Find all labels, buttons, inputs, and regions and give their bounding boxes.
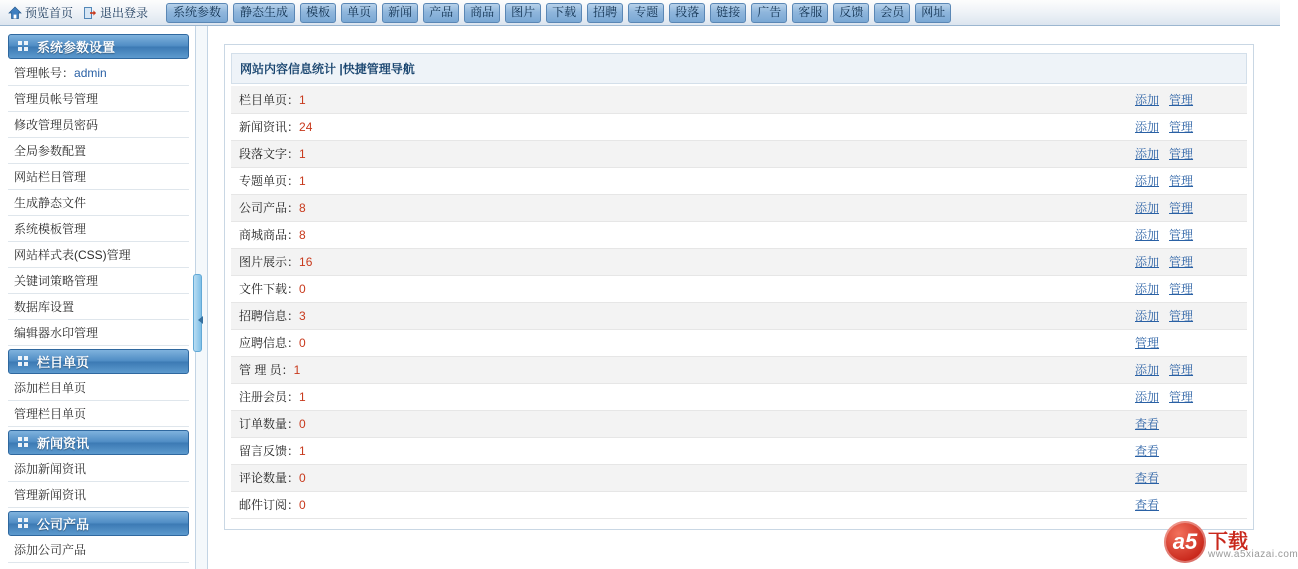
table-row bbox=[231, 410, 1247, 437]
row-actions bbox=[1127, 302, 1247, 329]
row-count: 1 bbox=[299, 147, 306, 161]
table-row bbox=[231, 194, 1247, 221]
sidebar-item-admin-manage[interactable]: 管理员帐号管理 bbox=[8, 86, 189, 112]
grid-icon bbox=[18, 518, 30, 530]
chevron-left-icon bbox=[198, 316, 203, 324]
sidebar-item-manage-news[interactable]: 管理新闻资讯 bbox=[8, 482, 189, 508]
sidebar-item-change-pwd[interactable]: 修改管理员密码 bbox=[8, 112, 189, 138]
row-label bbox=[231, 464, 1127, 491]
row-count: 0 bbox=[299, 282, 306, 296]
row-label-text: 留言反馈： bbox=[239, 444, 300, 458]
tab-goods[interactable]: 商品 bbox=[464, 3, 500, 23]
card-title: 网站内容信息统计 |快捷管理导航 bbox=[231, 53, 1247, 84]
row-count: 24 bbox=[299, 120, 313, 134]
sidebar-section-products bbox=[8, 511, 189, 536]
add-link[interactable]: 添加 bbox=[1135, 390, 1160, 404]
table-row bbox=[231, 221, 1247, 248]
table-row bbox=[231, 491, 1247, 518]
row-actions bbox=[1127, 113, 1247, 140]
row-count: 8 bbox=[299, 228, 306, 242]
add-link[interactable]: 添加 bbox=[1135, 92, 1160, 107]
tab-topics[interactable]: 专题 bbox=[628, 3, 664, 23]
row-label bbox=[231, 356, 1127, 383]
collapse-handle[interactable] bbox=[193, 274, 202, 352]
row-label-text: 评论数量： bbox=[239, 471, 300, 485]
row-label-text: 文件下载： bbox=[239, 282, 300, 296]
module-tabs bbox=[166, 3, 951, 23]
row-actions bbox=[1127, 383, 1247, 410]
tab-support[interactable]: 客服 bbox=[792, 3, 828, 23]
logout-label: 退出登录 bbox=[100, 6, 149, 20]
row-label bbox=[231, 221, 1127, 248]
add-link[interactable]: 添加 bbox=[1135, 201, 1160, 215]
exit-icon bbox=[83, 6, 97, 20]
view-link[interactable]: 查看 bbox=[1135, 498, 1160, 512]
grid-icon bbox=[18, 356, 30, 368]
row-label-text: 图片展示： bbox=[239, 255, 300, 269]
row-count: 0 bbox=[299, 498, 306, 512]
row-actions bbox=[1127, 86, 1247, 113]
home-icon bbox=[8, 6, 22, 20]
row-label bbox=[231, 248, 1127, 275]
main-content bbox=[208, 26, 1280, 569]
table-row bbox=[231, 464, 1247, 491]
row-label bbox=[231, 194, 1127, 221]
top-toolbar bbox=[0, 0, 1280, 26]
row-label bbox=[231, 140, 1127, 167]
row-actions bbox=[1127, 491, 1247, 518]
row-actions bbox=[1127, 329, 1247, 356]
sidebar-section-singlepage bbox=[8, 349, 189, 374]
tab-links[interactable]: 链接 bbox=[710, 3, 746, 23]
sidebar-item-keywords[interactable]: 关键词策略管理 bbox=[8, 268, 189, 294]
manage-link[interactable]: 管理 bbox=[1169, 255, 1194, 269]
preview-home-button[interactable] bbox=[8, 4, 73, 21]
row-label bbox=[231, 86, 1127, 113]
table-row bbox=[231, 248, 1247, 275]
table-row bbox=[231, 113, 1247, 140]
manage-link[interactable]: 管理 bbox=[1169, 147, 1194, 161]
table-row bbox=[231, 167, 1247, 194]
row-count: 1 bbox=[299, 444, 306, 458]
row-label-text: 新闻资讯： bbox=[239, 120, 300, 134]
watermark-logo-icon: a5 bbox=[1164, 521, 1206, 563]
add-link[interactable]: 添加 bbox=[1135, 147, 1160, 161]
table-row bbox=[231, 275, 1247, 302]
row-label-text: 商城商品： bbox=[239, 228, 300, 242]
row-label-text: 应聘信息： bbox=[239, 336, 300, 350]
tab-static-build[interactable]: 静态生成 bbox=[233, 3, 295, 23]
sidebar-section-news bbox=[8, 430, 189, 455]
row-label bbox=[231, 329, 1127, 356]
grid-icon bbox=[18, 41, 30, 53]
sidebar-item-manage-singlepage[interactable]: 管理栏目单页 bbox=[8, 401, 189, 427]
sidebar-section-title: 公司产品 bbox=[37, 517, 90, 532]
row-count: 0 bbox=[299, 417, 306, 431]
add-link[interactable]: 添加 bbox=[1135, 174, 1160, 188]
sidebar-item-column-manage[interactable]: 网站栏目管理 bbox=[8, 164, 189, 190]
tab-system-params[interactable]: 系统参数 bbox=[166, 3, 228, 23]
tab-urls[interactable]: 网址 bbox=[915, 3, 951, 23]
grid-icon bbox=[18, 437, 30, 449]
row-label-text: 招聘信息： bbox=[239, 309, 300, 323]
row-label-text: 注册会员： bbox=[239, 390, 300, 404]
view-link[interactable]: 查看 bbox=[1135, 417, 1160, 431]
toolbar-left-group bbox=[4, 4, 156, 21]
table-row bbox=[231, 437, 1247, 464]
tab-jobs[interactable]: 招聘 bbox=[587, 3, 623, 23]
row-label bbox=[231, 491, 1127, 518]
admin-account-label: 管理帐号： bbox=[14, 66, 75, 80]
sidebar-item-add-news[interactable]: 添加新闻资讯 bbox=[8, 456, 189, 482]
preview-home-label: 预览首页 bbox=[25, 6, 74, 20]
manage-link[interactable]: 管理 bbox=[1169, 309, 1194, 323]
row-actions bbox=[1127, 167, 1247, 194]
row-label-text: 管 理 员： bbox=[239, 363, 294, 377]
row-label-text: 邮件订阅： bbox=[239, 498, 300, 512]
row-actions bbox=[1127, 221, 1247, 248]
sidebar-item-admin-account bbox=[8, 60, 189, 86]
manage-link[interactable]: 管理 bbox=[1169, 174, 1194, 188]
table-row bbox=[231, 383, 1247, 410]
watermark-text: 下载 bbox=[1208, 531, 1248, 553]
table-row bbox=[231, 86, 1247, 113]
manage-link[interactable]: 管理 bbox=[1169, 201, 1194, 215]
row-actions bbox=[1127, 410, 1247, 437]
row-label-text: 公司产品： bbox=[239, 201, 300, 215]
tab-single-page[interactable]: 单页 bbox=[341, 3, 377, 23]
manage-link[interactable]: 管理 bbox=[1169, 120, 1194, 134]
manage-link[interactable]: 管理 bbox=[1169, 390, 1194, 404]
row-count: 1 bbox=[299, 92, 306, 107]
manage-link[interactable]: 管理 bbox=[1169, 363, 1194, 377]
manage-link[interactable]: 管理 bbox=[1135, 336, 1160, 350]
tab-paragraphs[interactable]: 段落 bbox=[669, 3, 705, 23]
row-actions bbox=[1127, 194, 1247, 221]
row-actions bbox=[1127, 464, 1247, 491]
row-count: 1 bbox=[299, 390, 306, 404]
sidebar-item-template[interactable]: 系统模板管理 bbox=[8, 216, 189, 242]
row-label bbox=[231, 437, 1127, 464]
add-link[interactable]: 添加 bbox=[1135, 309, 1160, 323]
stats-table bbox=[231, 86, 1247, 519]
add-link[interactable]: 添加 bbox=[1135, 255, 1160, 269]
sidebar-item-watermark[interactable]: 编辑器水印管理 bbox=[8, 320, 189, 346]
table-row bbox=[231, 356, 1247, 383]
sidebar-item-static-build[interactable]: 生成静态文件 bbox=[8, 190, 189, 216]
row-label bbox=[231, 167, 1127, 194]
row-count: 16 bbox=[299, 255, 313, 269]
add-link[interactable]: 添加 bbox=[1135, 228, 1160, 242]
watermark-url: www.a5xiazai.com bbox=[1208, 549, 1298, 560]
tab-products[interactable]: 产品 bbox=[423, 3, 459, 23]
tab-ads[interactable]: 广告 bbox=[751, 3, 787, 23]
row-count: 0 bbox=[299, 336, 306, 350]
sidebar-item-add-product[interactable]: 添加公司产品 bbox=[8, 537, 189, 563]
add-link[interactable]: 添加 bbox=[1135, 120, 1160, 134]
row-actions bbox=[1127, 140, 1247, 167]
row-label bbox=[231, 113, 1127, 140]
row-count: 8 bbox=[299, 201, 306, 215]
table-row bbox=[231, 329, 1247, 356]
tab-pictures[interactable]: 图片 bbox=[505, 3, 541, 23]
logout-button[interactable] bbox=[83, 4, 148, 21]
add-link[interactable]: 添加 bbox=[1135, 282, 1160, 296]
row-label bbox=[231, 410, 1127, 437]
row-label-text: 段落文字： bbox=[239, 147, 300, 161]
row-count: 3 bbox=[299, 309, 306, 323]
sidebar-section-system bbox=[8, 34, 189, 59]
row-actions bbox=[1127, 437, 1247, 464]
tab-members[interactable]: 会员 bbox=[874, 3, 910, 23]
row-actions bbox=[1127, 275, 1247, 302]
row-actions bbox=[1127, 248, 1247, 275]
sidebar-section-title: 栏目单页 bbox=[37, 355, 90, 370]
sidebar-item-global-config[interactable]: 全局参数配置 bbox=[8, 138, 189, 164]
row-count: 0 bbox=[299, 471, 306, 485]
add-link[interactable]: 添加 bbox=[1135, 363, 1160, 377]
tab-downloads[interactable]: 下载 bbox=[546, 3, 582, 23]
view-link[interactable]: 查看 bbox=[1135, 471, 1160, 485]
row-count: 1 bbox=[293, 363, 301, 377]
admin-account-value: admin bbox=[74, 66, 107, 80]
sidebar bbox=[0, 26, 196, 569]
row-label-text: 栏目单页： bbox=[239, 92, 300, 107]
stats-card bbox=[224, 44, 1254, 530]
sidebar-item-add-singlepage[interactable]: 添加栏目单页 bbox=[8, 375, 189, 401]
row-label bbox=[231, 302, 1127, 329]
manage-link[interactable]: 管理 bbox=[1169, 228, 1194, 242]
sidebar-section-title: 系统参数设置 bbox=[37, 40, 116, 55]
sidebar-section-title: 新闻资讯 bbox=[37, 436, 90, 451]
row-label bbox=[231, 275, 1127, 302]
view-link[interactable]: 查看 bbox=[1135, 444, 1160, 458]
sidebar-collapse-bar[interactable] bbox=[196, 26, 208, 569]
page-body bbox=[0, 26, 1280, 569]
manage-link[interactable]: 管理 bbox=[1169, 92, 1194, 107]
table-row bbox=[231, 302, 1247, 329]
tab-template[interactable]: 模板 bbox=[300, 3, 336, 23]
sidebar-item-css[interactable]: 网站样式表(CSS)管理 bbox=[8, 242, 189, 268]
tab-feedback[interactable]: 反馈 bbox=[833, 3, 869, 23]
row-actions bbox=[1127, 356, 1247, 383]
manage-link[interactable]: 管理 bbox=[1169, 282, 1194, 296]
tab-news[interactable]: 新闻 bbox=[382, 3, 418, 23]
table-row bbox=[231, 140, 1247, 167]
row-count: 1 bbox=[299, 174, 306, 188]
row-label-text: 订单数量： bbox=[239, 417, 300, 431]
row-label-text: 专题单页： bbox=[239, 174, 300, 188]
sidebar-item-database[interactable]: 数据库设置 bbox=[8, 294, 189, 320]
row-label bbox=[231, 383, 1127, 410]
